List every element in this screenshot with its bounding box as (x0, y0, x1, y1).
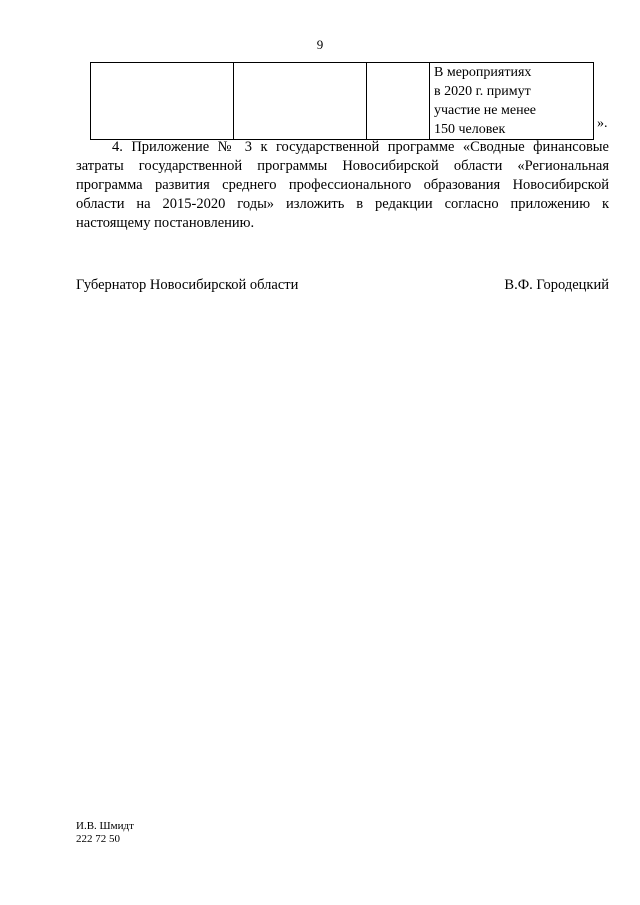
cell-line: В мероприятиях (434, 65, 532, 80)
table-cell-participants (430, 63, 594, 140)
table-cell-empty-1 (91, 63, 234, 140)
executor-phone: 222 72 50 (76, 833, 120, 845)
amendment-paragraph: 4. Приложение № 3 к государственной программе «Сводные финансовые затраты государственной программы Новосибирской области «Региональная программа развития среднего профессионального образования Новосибирской области на 2015-2020 годы» изложить в редакции согласно приложению к настоящему постановлению. (76, 139, 609, 231)
page-number: 9 (316, 37, 324, 52)
cell-line: 150 человек (434, 122, 506, 137)
cell-line: участие не менее (434, 103, 536, 118)
executor-name: И.В. Шмидт (76, 820, 134, 832)
executor-footer (76, 820, 134, 846)
table-cell-empty-2 (234, 63, 367, 140)
table-cell-empty-3 (367, 63, 430, 140)
cell-line: в 2020 г. примут (434, 84, 531, 99)
signatory-name: В.Ф. Городецкий (504, 277, 609, 293)
closing-quote: ». (597, 116, 608, 131)
signature-block (76, 277, 609, 294)
signatory-position: Губернатор Новосибирской области (76, 277, 299, 293)
continuation-table (90, 62, 594, 140)
table-row (91, 63, 594, 140)
